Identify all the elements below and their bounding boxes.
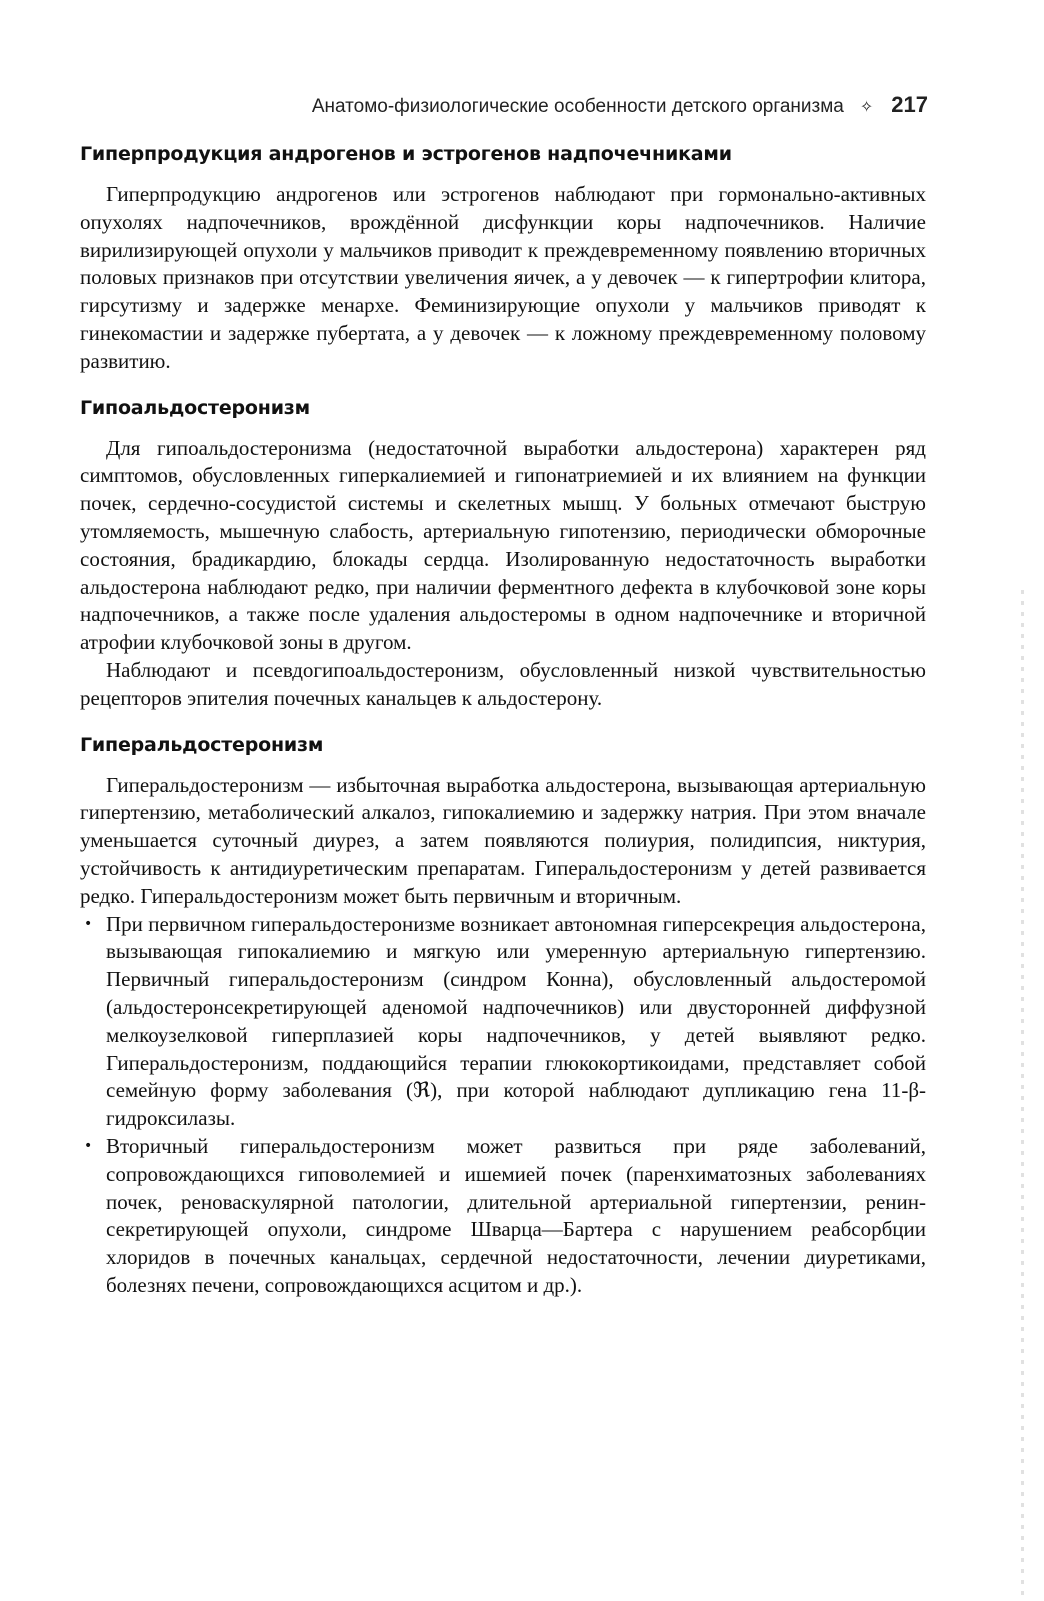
bullet-item: • При первичном гиперальдостеронизме возникает автономная гиперсекреция альдостерона, вызывающая гипокалиемию и мягкую или умеренную артериальную гипертензию. Первичный гиперальдостеронизм (синдром Конна), обусловленный альдостеромой (альдостеронсекретирующей аденомой надпочечников) или двусторонней диффузной мелкоузелковой гиперплазией коры надпочечников, у детей выявляют редко. Гиперальдостеронизм, поддающийся терапии глюкокортикоидами, представляет собой семейную форму заболевания (ℜ), при которой наблюдают дупликацию гена 11-β-гидроксилазы. xyxy=(80,911,926,1133)
section-heading: Гипоальдостеронизм xyxy=(80,396,310,419)
section-heading: Гиперпродукция андрогенов и эстрогенов надпочечниками xyxy=(80,143,732,165)
bullet-list xyxy=(80,911,926,1300)
paragraph: Наблюдают и псевдогипоальдостеронизм, обусловленный низкой чувствительностью рецепторов эпителия почечных канальцев к альдостерону. xyxy=(80,657,926,710)
page-number: 217 xyxy=(891,92,928,117)
bullet-item: • Вторичный гиперальдостеронизм может развиться при ряде заболеваний, сопровождающихся гиповолемией и ишемией почек (паренхиматозных заболеваниях почек, реноваскулярной патологии, длительной артериальной гипертензии, ренин-секретирующей опухоли, синдроме Шварца—Бартера с нарушением реабсорбции хлоридов в почечных канальцах, сердечной недостаточности, лечении диуретиками, болезнях печени, сопровождающихся асцитом и др.). xyxy=(80,1133,926,1300)
section-heading: Гиперальдостеронизм xyxy=(80,733,324,756)
paragraph: Для гипоальдостеронизма (недостаточной выработки альдостерона) характерен ряд симптомов, обусловленных гиперкалиемией и гипонатриемией и их влиянием на функции почек, сердечно-сосудистой системы и скелетных мышц. У больных отмечают быструю утомляемость, мышечную слабость, артериальную гипотензию, периодически обморочные состояния, брадикардию, блокады сердца. Изолированную недостаточность выработки альдостерона наблюдают редко, при наличии ферментного дефекта в клубочковой зоне коры надпочечников, а также после удаления альдостеромы в одном надпочечнике и вторичной атрофии клубочковой зоны в другом. xyxy=(80,435,926,655)
paragraph: Гиперальдостеронизм — избыточная выработка альдостерона, вызывающая артериальную гипертензию, метаболический алкалоз, гипокалиемию и задержку натрия. При этом вначале уменьшается суточный диурез, а затем появляются полиурия, полидипсия, никтурия, устойчивость к антидиуретическим препаратам. Гиперальдостеронизм у детей развивается редко. Гиперальдостеронизм может быть первичным и вторичным. xyxy=(80,772,926,908)
section-hyperaldosteronism xyxy=(80,734,926,1300)
paragraph: Гиперпродукцию андрогенов или эстрогенов наблюдают при гормонально-активных опухолях надпочечников, врождённой дисфункции коры надпочечников. Наличие вирилизирующей опухоли у мальчиков приводит к преждевременному появлению вторичных половых признаков при отсутствии увеличения яичек, а у девочек — к гипертрофии клитора, гирсутизму и задержке менархе. Феминизирующие опухоли у мальчиков приводят к гинекомастии и задержке пубертата, а у девочек — к ложному преждевременному половому развитию. xyxy=(80,182,926,373)
section-hypoaldosteronism xyxy=(80,397,926,713)
running-header-title: Анатомо-физиологические особенности детского организма xyxy=(311,96,844,117)
running-header xyxy=(80,92,928,118)
diamond-ornament-icon: ✧ xyxy=(859,99,874,116)
section-hyperproduction xyxy=(80,143,926,376)
scan-edge-artifact xyxy=(1021,590,1024,1600)
